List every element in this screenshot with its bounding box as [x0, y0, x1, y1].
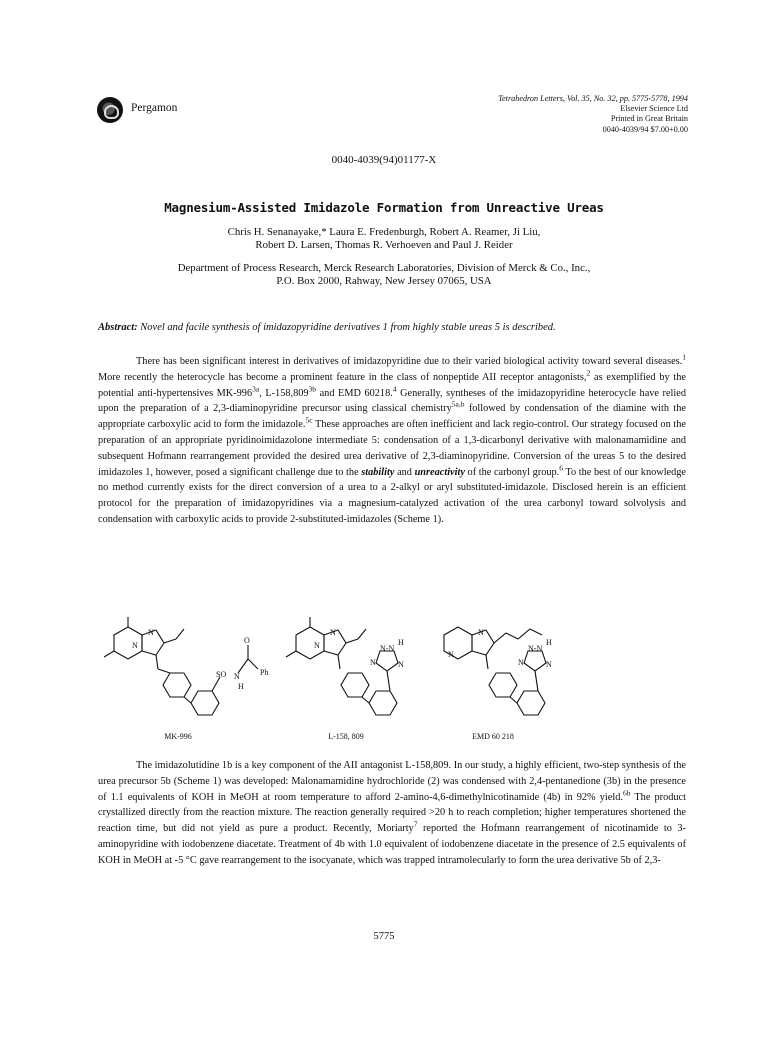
text-run: , L-158,809 — [259, 387, 309, 399]
ethyl-bond — [346, 639, 358, 643]
authors-line-1: Chris H. Senanayake,* Laura E. Fredenburgh, Robert A. Reamer, Ji Liu, — [227, 226, 541, 238]
reference-marker: 4 — [392, 384, 397, 394]
atom-label-h: H — [398, 638, 404, 647]
reference-marker: 1 — [682, 352, 686, 362]
emphasis-stability: stability — [361, 466, 395, 478]
reference-marker: 7 — [413, 819, 418, 829]
tetrazole-bond — [535, 671, 538, 691]
affiliation — [0, 262, 768, 288]
bond — [238, 659, 248, 673]
journal-citation: Tetrahedron Letters, Vol. 35, No. 32, pp. 5775-5778, 1994 — [498, 94, 688, 103]
biaryl-bond — [184, 697, 191, 703]
structure-mk-996 — [104, 617, 268, 715]
publisher-line: Elsevier Science Ltd — [620, 104, 688, 114]
atom-label-n: N — [370, 658, 376, 667]
atom-label-n: N — [398, 660, 404, 669]
atom-label-nn: N-N — [528, 644, 543, 653]
methyl-bond — [104, 651, 114, 657]
atom-label-so2: SO — [216, 670, 227, 679]
text-run: There has been significant interest in derivatives of imidazopyridine due to their varied biological activity toward several diseases. — [136, 356, 683, 367]
atom-label-ph: Ph — [260, 668, 269, 677]
ethyl-bond — [358, 629, 366, 639]
emphasis-unreactivity: unreactivity — [414, 466, 465, 478]
ethyl-bond — [164, 639, 176, 643]
structures-svg — [98, 615, 686, 745]
tetrazole-bond — [387, 671, 390, 691]
text-run: reported the Hofmann rearrangement of nicotinamide to 3-aminopyridine with iodobenzene diacetate. Treatment of 4b with 1.0 equivalent of iodobenzene diacetate in the presence of 2.5 equivalents of KOH in MeOH at -5 °C gave rearrangement to the isocyanate, which was trapped intramolecularly to form the urea derivative 5b of 2,3- — [98, 823, 686, 866]
atom-label-o: O — [244, 636, 250, 645]
reference-marker: 5a,b — [451, 399, 465, 409]
text-run: followed by condensation of the diamine with the appropriate carboxylic acid to form the imidazole. — [98, 403, 686, 431]
authors-line-2: Robert D. Larsen, Thomas R. Verhoeven and Paul J. Reider — [255, 239, 513, 251]
printed-line: Printed in Great Britain — [610, 114, 688, 124]
atom-label-h: H — [546, 638, 552, 647]
benzyl-bond — [156, 655, 158, 669]
bond — [158, 669, 170, 673]
issn-price-line: 0040-4039/94 $7.00+0.00 — [602, 124, 688, 134]
abstract — [98, 322, 698, 333]
structure-label-emd-60218: EMD 60 218 — [472, 732, 514, 741]
atom-label-n: N — [478, 628, 484, 637]
phenyl-ring-2 — [369, 691, 397, 715]
benzyl-bond — [486, 655, 488, 669]
abstract-text: Novel and facile synthesis of imidazopyridine derivatives 1 from highly stable ureas 5 is described. — [140, 322, 556, 333]
paragraph-1 — [98, 354, 686, 528]
atom-label-h: H — [238, 682, 244, 691]
structure-emd-60218 — [444, 627, 552, 715]
biaryl-bond — [362, 697, 369, 703]
atom-label-n: N — [330, 628, 336, 637]
text-run: Generally, syntheses of the imidazopyridine heterocycle have relied upon the preparation of a 2,3-diaminopyridine precursor using classical chemistry — [98, 387, 686, 415]
reference-marker: 3b — [308, 384, 317, 394]
reference-marker: 3a — [252, 384, 260, 394]
pyridine-ring — [114, 627, 142, 659]
text-run: as exemplified by the potential anti-hypertensives MK-996 — [98, 371, 686, 399]
text-run: To the best of our knowledge no method currently exists for the direct conversion of a urea to a 2-alkyl or aryl substituted-imidazole. Disclosed herein is an efficient protocol for the preparation of imidazopyridines via a magnesium-catalyzed activation of the urea carbonyl toward solvolysis and condensation with carboxylic acids to provide 2-substituted-imidazoles (Scheme 1). — [98, 466, 686, 525]
phenyl-ring — [163, 673, 191, 697]
sulfonyl-bond — [212, 677, 220, 691]
paper-title: Magnesium-Assisted Imidazole Formation from Unreactive Ureas — [164, 200, 604, 215]
ethyl-bond — [176, 629, 184, 639]
citation-block — [388, 94, 688, 135]
atom-label-n: N — [448, 650, 454, 659]
phenyl-ring — [341, 673, 369, 697]
reference-marker: 5c — [305, 415, 313, 425]
pergamon-logo-icon — [97, 97, 123, 123]
bond — [248, 659, 258, 669]
atom-label-n: N — [518, 658, 524, 667]
butyl-chain — [494, 629, 542, 643]
benzyl-bond — [338, 655, 340, 669]
reference-marker: 6b — [622, 788, 631, 798]
atom-label-n: N — [546, 660, 552, 669]
structure-label-mk-996: MK-996 — [164, 732, 192, 741]
author-list — [0, 226, 768, 252]
publisher-name: Pergamon — [131, 102, 178, 114]
paragraph-2 — [98, 758, 686, 869]
atom-label-n: N — [132, 641, 138, 650]
biaryl-bond — [510, 697, 517, 703]
phenyl-ring — [489, 673, 517, 697]
text-run: These approaches are often inefficient and lack regio-control. Our strategy focused on the preparation of an appropriate pyridinoimidazolone intermediate 5: condensation of a 1,3-dicarbonyl derivative with malonamamidine and subsequent Hofmann rearrangement provided the desired urea derivative of 2,3-diaminopyridine. Conversion of the ureas 5 to the desired imidazoles 1, however, posed a significant challenge due to the — [98, 419, 687, 478]
methyl-bond — [286, 651, 296, 657]
reference-marker: 6 — [559, 463, 563, 473]
phenyl-ring-2 — [191, 691, 219, 715]
text-run: The product crystallized directly from the reaction mixture. The reaction generally required >20 h to reach completion; higher temperatures shortened the reaction time, but did not yield as pure a product. Recently, Moriarty — [98, 791, 686, 835]
chemical-structures-figure — [98, 615, 686, 745]
text-run: and — [394, 466, 415, 478]
atom-label-n: N — [234, 672, 240, 681]
article-code: 0040-4039(94)01177-X — [331, 154, 437, 166]
structure-label-l-158809: L-158, 809 — [328, 732, 364, 741]
atom-label-n: N — [148, 628, 154, 637]
text-run: More recently the heterocycle has become a prominent feature in the class of nonpeptide AII receptor antagonists, — [98, 371, 587, 383]
affiliation-line-1: Department of Process Research, Merck Research Laboratories, Division of Merck & Co., Inc., — [177, 262, 591, 274]
atom-label-nn: N-N — [380, 644, 395, 653]
atom-label-n: N — [314, 641, 320, 650]
phenyl-ring-2 — [517, 691, 545, 715]
text-run: and EMD 60218. — [316, 387, 393, 399]
text-run: The imidazolutidine 1b is a key component of the AII antagonist L-158,809. In our study, a highly efficient, two-step synthesis of the urea precursor 5b (Scheme 1) was developed: Malonamamidine hydrochloride (2) was condensed with 2,4-pentanedione (3b) in the presence of 1.1 equivalents of KOH in MeOH at room temperature to afford 2-amino-4,6-dimethylnicotinamide (4b) in 92% yield. — [98, 760, 686, 803]
pyridine-ring — [296, 627, 324, 659]
affiliation-line-2: P.O. Box 2000, Rahway, New Jersey 07065, USA — [276, 275, 492, 287]
reference-marker: 2 — [586, 368, 591, 378]
page-number: 5775 — [373, 931, 395, 942]
tetrazole-ring — [376, 651, 398, 671]
structure-l-158809 — [286, 617, 404, 715]
text-run: of the carbonyl group. — [464, 466, 560, 478]
tetrazole-ring — [524, 651, 546, 671]
abstract-label: Abstract: — [98, 322, 138, 333]
